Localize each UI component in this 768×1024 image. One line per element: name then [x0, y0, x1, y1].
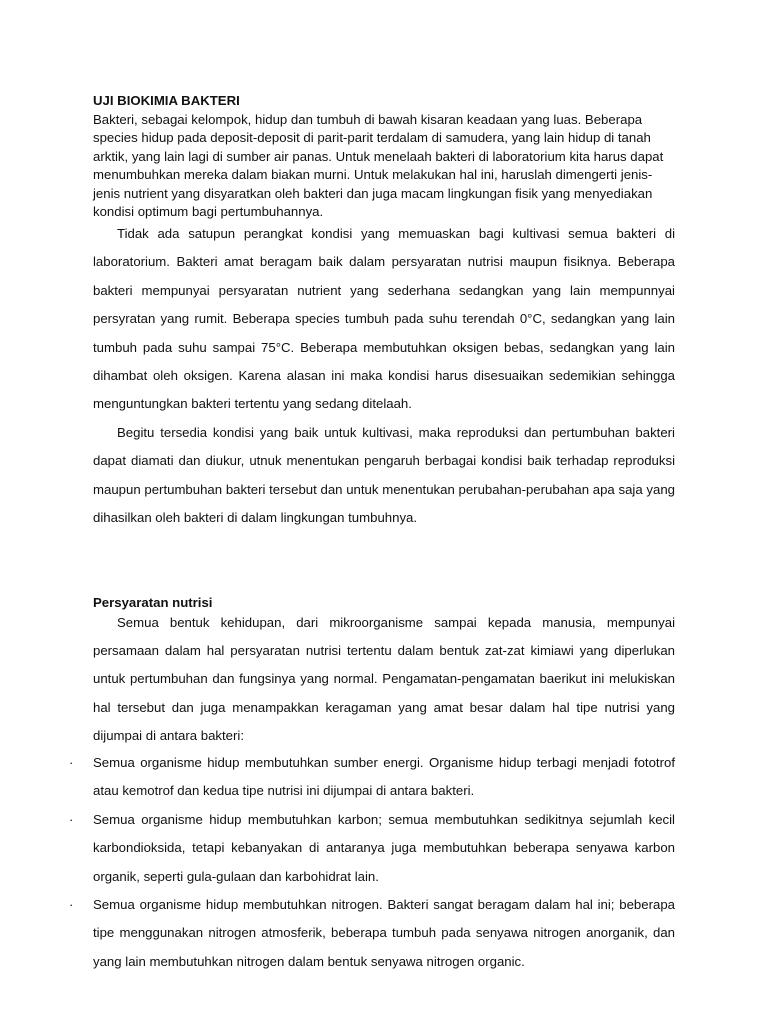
bullet-text: Semua organisme hidup membutuhkan nitrogen. Bakteri sangat beragam dalam hal ini; beberapa tipe menggunakan nitrogen atmosferik, beberapa tumbuh pada senyawa nitrogen anorganik, dan yang lain membutuhkan nitrogen dalam bentuk senyawa nitrogen organic. — [93, 897, 675, 969]
list-item — [69, 891, 675, 976]
paragraph-conditions: Tidak ada satupun perangkat kondisi yang memuaskan bagi kultivasi semua bakteri di laboratorium. Bakteri amat beragam baik dalam persyaratan nutrisi maupun fisiknya. Beberapa bakteri mempunyai persyaratan nutrient yang sederhana sedangkan yang lain mempunnyai persyratan yang rumit. Beberapa species tumbuh pada suhu terendah 0°C, sedangkan yang lain tumbuh pada suhu sampai 75°C. Beberapa membutuhkan oksigen bebas, sedangkan yang lain dihambat oleh oksigen. Karena alasan ini maka kondisi harus disesuaikan sedemikian sehingga menguntungkan bakteri tertentu yang sedang ditelaah. — [93, 226, 675, 412]
intro-paragraph: Bakteri, sebagai kelompok, hidup dan tumbuh di bawah kisaran keadaan yang luas. Beberapa species hidup pada deposit-deposit di parit-parit terdalam di samudera, yang lain hidup di tanah arktik, yang lain lagi di sumber air panas. Untuk menelaah bakteri di laboratorium kita harus dapat menumbuhkan mereka dalam biakan murni. Untuk melakukan hal ini, haruslah dimengerti jenis-jenis nutrient yang disyaratkan oleh bakteri dan juga macam lingkungan fisik yang menyediakan kondisi optimum bagi pertumbuhannya. — [93, 111, 664, 219]
intro-section — [93, 92, 675, 222]
bullet-marker: · — [69, 755, 74, 770]
bullet-marker: · — [69, 811, 74, 827]
bullet-marker: · — [69, 897, 74, 913]
list-item — [69, 749, 675, 806]
document-title: UJI BIOKIMIA BAKTERI — [93, 93, 240, 108]
bullet-text: Semua organisme hidup membutuhkan sumber energi. Organisme hidup terbagi menjadi fototrof atau kemotrof dan kedua tipe nutrisi ini dijumpai di antara bakteri. — [93, 755, 675, 799]
list-item — [69, 806, 675, 891]
bullet-text: Semua organisme hidup membutuhkan karbon; semua membutuhkan sedikitnya sejumlah kecil karbondioksida, tetapi kebanyakan di antaranya juga membutuhkan beberapa senyawa karbon organik, seperti gula-gulaan dan karbohidrat lain. — [93, 811, 675, 884]
paragraph-nutrition: Semua bentuk kehidupan, dari mikroorganisme sampai kepada manusia, mempunyai persamaan dalam hal persyaratan nutrisi tertentu dalam bentuk zat-zat kimiawi yang diperlukan untuk pertumbuhan dan fungsinya yang normal. Pengamatan-pengamatan baerikut ini melukiskan hal tersebut dan juga menampakkan keragaman yang amat besar dalam hal tipe nutrisi yang dijumpai di antara bakteri: — [93, 614, 675, 744]
paragraph-cultivation: Begitu tersedia kondisi yang baik untuk kultivasi, maka reproduksi dan pertumbuhan bakteri dapat diamati dan diukur, utnuk menentukan pengaruh berbagai kondisi baik terhadap reproduksi maupun pertumbuhan bakteri tersebut dan untuk menentukan perubahan-perubahan apa saja yang dihasilkan oleh bakteri di dalam lingkungan tumbuhnya. — [93, 424, 675, 526]
section-heading: Persyaratan nutrisi — [93, 595, 213, 610]
nutrition-section — [93, 594, 675, 751]
nutrition-bullet-list — [69, 749, 675, 976]
body-section-1 — [93, 220, 675, 532]
